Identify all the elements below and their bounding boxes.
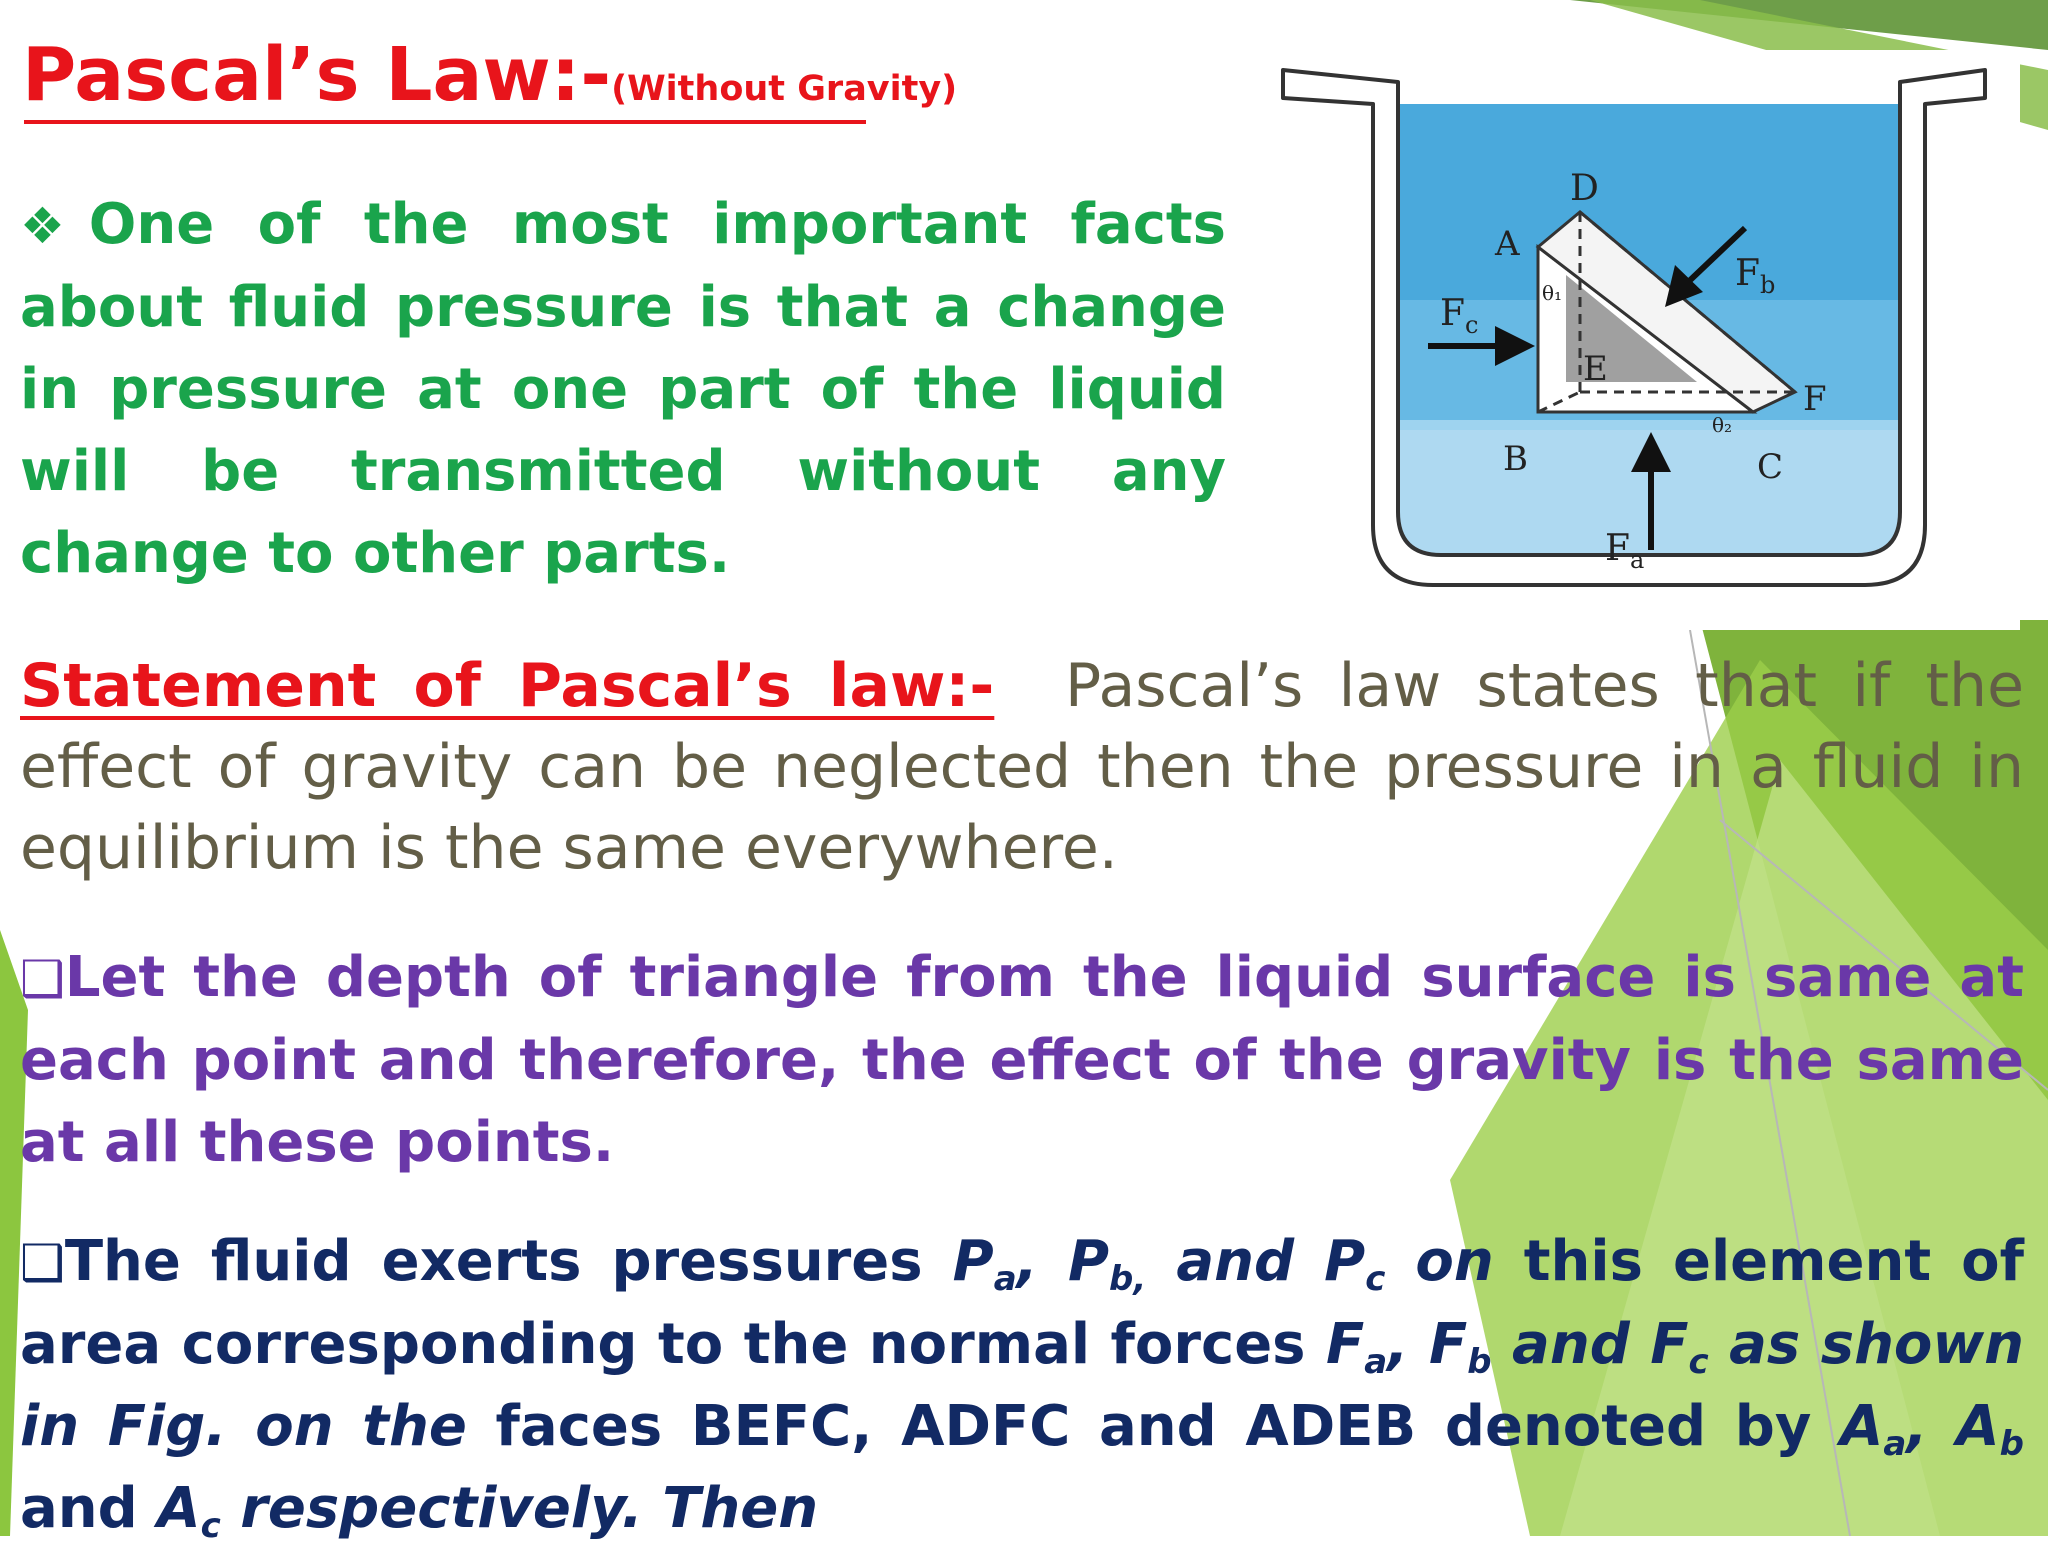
subscript-b: b	[1999, 1424, 2024, 1464]
label-e: E	[1583, 349, 1608, 389]
subscript-b: b	[1467, 1342, 1492, 1382]
label-fa-sub: a	[1629, 546, 1645, 574]
subscript-c: c	[1688, 1342, 1709, 1382]
symbol-a: A	[1840, 1394, 1884, 1459]
title-sub: (Without Gravity)	[611, 69, 958, 109]
subscript-a: a	[993, 1259, 1017, 1299]
title-main: Pascal’s Law:-	[22, 32, 612, 118]
symbol-a: A	[157, 1476, 201, 1541]
label-d: D	[1570, 168, 1599, 209]
separator: ,	[1016, 1229, 1068, 1294]
pressure-text-3: faces BEFC, ADFC and ADEB denoted by	[466, 1394, 1841, 1459]
label-fa-letter: F	[1605, 528, 1630, 569]
subscript-a: a	[1883, 1424, 1907, 1464]
square-bullet-icon: ❑	[20, 1234, 65, 1292]
symbol-f: F	[1650, 1312, 1689, 1377]
symbol-p: P	[952, 1229, 994, 1294]
label-fc-letter: F	[1440, 293, 1465, 334]
label-b: B	[1503, 439, 1528, 479]
as-shown-text: as shown in Fig. on the	[20, 1312, 2025, 1459]
conjunction: and	[1491, 1312, 1651, 1377]
symbol-f: F	[1325, 1312, 1365, 1377]
gravity-paragraph	[20, 937, 2024, 1184]
separator: ,	[1387, 1312, 1429, 1377]
label-fb-letter: F	[1735, 253, 1760, 294]
label-c: C	[1757, 447, 1784, 487]
subscript-c: c	[1365, 1259, 1386, 1299]
symbol-p: P	[1324, 1229, 1366, 1294]
square-bullet-icon: ❑	[20, 950, 65, 1008]
label-theta2: θ₂	[1712, 413, 1733, 437]
pressure-text-1: The fluid exerts pressures	[64, 1229, 953, 1294]
conjunction: and	[20, 1476, 158, 1541]
slide-title	[22, 32, 958, 118]
label-a: A	[1495, 224, 1520, 264]
statement-text: Pascal’s law states that if the effect of gravity can be neglected then the pressure in a fluid in equilibrium is the same everywhere.	[20, 651, 2024, 883]
label-fb-sub: b	[1759, 271, 1776, 299]
gravity-text: Let the depth of triangle from the liquid surface is same at each point and therefore, the effect of the gravity is the same at all these points.	[20, 945, 2024, 1175]
diamond-bullet-icon: ❖	[20, 197, 89, 255]
fact-text: One of the most important facts about fluid pressure is that a change in pressure at one part of the liquid will be transmitted without any change to other parts.	[20, 192, 1226, 586]
label-f: F	[1803, 379, 1827, 419]
respectively-text: respectively. Then	[220, 1476, 819, 1541]
conjunction: and	[1146, 1229, 1325, 1294]
pressure-paragraph	[20, 1221, 2024, 1550]
fact-paragraph	[20, 184, 1226, 595]
area-symbols	[1840, 1394, 2024, 1464]
statement-label: Statement of Pascal’s law:-	[20, 651, 995, 721]
subscript-b: b,	[1109, 1259, 1147, 1299]
area-symbol-c	[157, 1476, 819, 1546]
symbol-a: A	[1956, 1394, 2000, 1459]
label-theta1: θ₁	[1542, 281, 1563, 305]
pascal-figure	[1275, 50, 2020, 630]
subscript-a: a	[1364, 1342, 1388, 1382]
title-underline	[24, 120, 866, 124]
label-fc-sub: c	[1464, 311, 1479, 339]
pressure-symbols	[952, 1229, 1494, 1299]
subscript-c: c	[200, 1506, 221, 1546]
symbol-f: F	[1428, 1312, 1468, 1377]
separator: ,	[1906, 1394, 1957, 1459]
symbol-p: P	[1067, 1229, 1110, 1294]
pressure-text-2: this element of area corresponding to the normal forces	[20, 1229, 2024, 1377]
word-on: on	[1385, 1229, 1494, 1294]
statement-paragraph	[20, 646, 2024, 889]
